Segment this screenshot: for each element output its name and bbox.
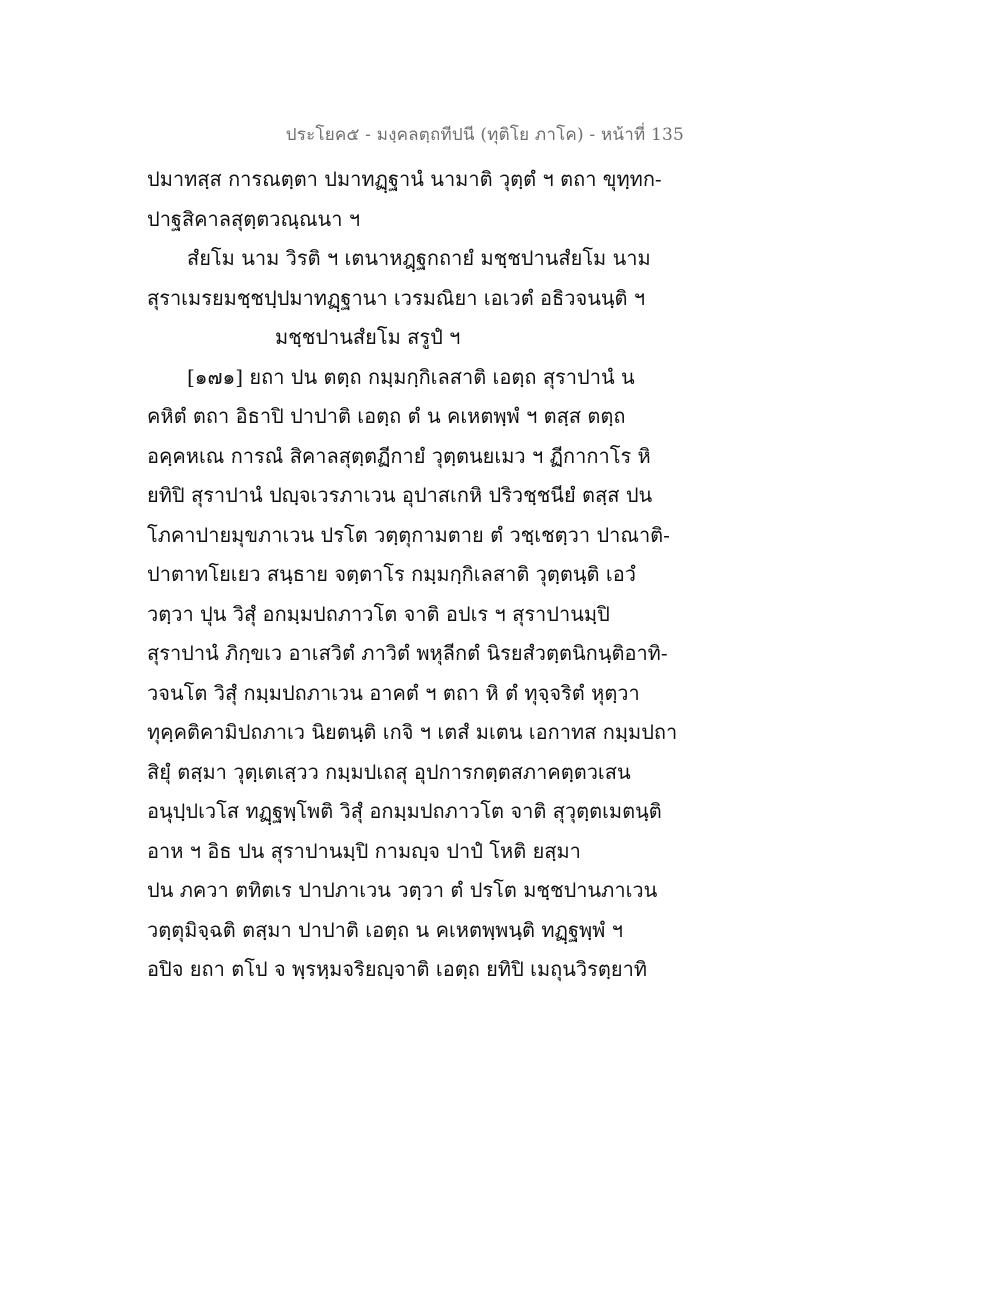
text-line-2: ปาฐสิคาลสุตฺตวณฺณนา ฯ <box>147 206 361 231</box>
text-line-21: อปิจ ยถา ตโป จ พฺรหฺมจริยญฺจาติ เอตฺถ ยทิปิ เมถุนวิรตฺยาทิ <box>147 957 648 981</box>
text-line-4: สุราเมรยมชฺชปฺปมาทฏฺฐานา เวรมณิยา เอเวตํ อธิวจนนฺติ ฯ <box>147 285 646 310</box>
text-line-12: วตฺวา ปุน วิสุํ อกมฺมปถภาวโต จาติ อปเร ฯ สุราปานมฺปิ <box>147 601 610 626</box>
text-line-7: คหิตํ ตถา อิธาปิ ปาปาติ เอตฺถ ตํ น คเหตพฺพํ ฯ ตสฺส ตตฺถ <box>147 404 626 428</box>
text-line-1: ปมาทสฺส การณตฺตา ปมาทฏฺฐานํ นามาติ วุตฺตํ ฯ ตถา ขุทฺทก- <box>147 167 662 191</box>
text-line-19: ปน ภควา ตทิตเร ปาปภาเวน วตฺวา ตํ ปรโต มชฺชปานภาเวน <box>147 878 658 902</box>
section-heading: มชฺชปานสํยโม สรูปํ ฯ <box>275 325 461 349</box>
text-line-10: โภคาปายมุขภาเวน ปรโต วตฺตุกามตาย ตํ วชฺเชตฺวา ปาณาติ- <box>147 522 670 547</box>
text-line-9: ยทิปิ สุราปานํ ปญฺจเวรภาเวน อุปาสเกหิ ปริวชฺชนียํ ตสฺส ปน <box>147 483 653 507</box>
text-line-3: สํยโม นาม วิรติ ฯ เตนาหฎฺฐกถายํ มชฺชปานสํยโม นาม <box>187 246 651 270</box>
text-line-13: สุราปานํ ภิกฺขเว อาเสวิตํ ภาวิตํ พหุลีกตํ นิรยสํวตฺตนิกนฺติอาทิ- <box>147 641 668 665</box>
text-line-16: สิยุํ ตสฺมา วุตฺเตเสฺวว กมฺมปเถสุ อุปการกตฺตสภาคตฺตวเสน <box>147 759 631 784</box>
text-line-15: ทุคฺคติคามิปถภาเว นิยตนฺติ เกจิ ฯ เตสํ มเตน เอกาทส กมฺมปถา <box>147 720 678 744</box>
text-line-11: ปาตาทโยเยว สนฺธาย จตฺตาโร กมฺมกฺกิเลสาติ วุตฺตนฺติ เอวํ <box>147 562 636 586</box>
text-line-8: อคฺคหเณ การณํ สิคาลสุตฺตฏีกายํ วุตฺตนยเมว ฯ ฏีกากาโร หิ <box>147 443 651 468</box>
body-text <box>147 160 687 990</box>
text-line-6: [๑๗๑] ยถา ปน ตตฺถ กมฺมกฺกิเลสาติ เอตฺถ สุราปานํ น <box>187 364 635 389</box>
text-line-18: อาห ฯ อิธ ปน สุราปานมฺปิ กามญฺจ ปาปํ โหติ ยสฺมา <box>147 838 581 863</box>
text-line-14: วจนโต วิสุํ กมฺมปถภาเวน อาคตํ ฯ ตถา หิ ตํ ทุจฺจริตํ หุตฺวา <box>147 680 640 705</box>
text-line-20: วตฺตุมิจฺฉติ ตสฺมา ปาปาติ เอตฺถ น คเหตพฺพนฺติ ทฏฺฐพฺพํ ฯ <box>147 917 623 942</box>
text-line-17: อนุปฺปเวโส ทฏฺฐพฺโพติ วิสุํ อกมฺมปถภาวโต จาติ สุวุตฺตเมตนฺติ <box>147 799 662 823</box>
running-header: ประโยค๕ - มงฺคลตฺถทีปนี (ทุติโย ภาโค) - หน้าที่ 135 <box>285 125 684 145</box>
